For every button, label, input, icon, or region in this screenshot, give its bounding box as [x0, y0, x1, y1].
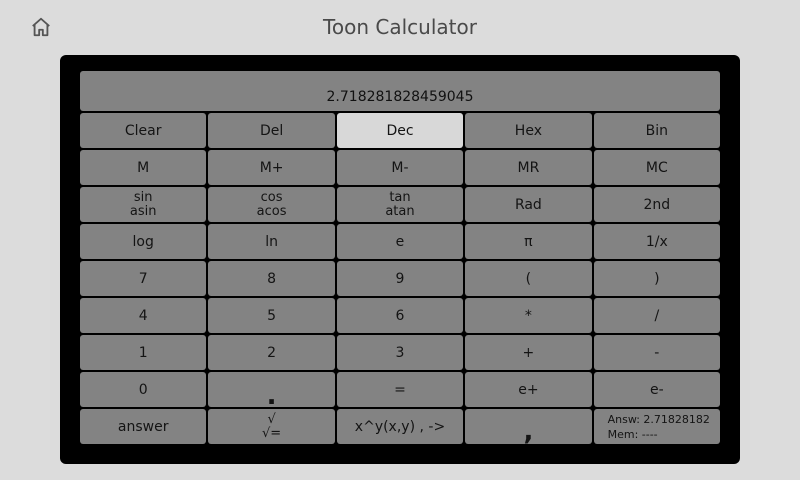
sin-label: sin	[133, 189, 153, 205]
equals-button[interactable]: =	[337, 372, 463, 407]
open-paren-button[interactable]: (	[465, 261, 591, 296]
exponent-plus-button[interactable]: e+	[465, 372, 591, 407]
atan-label: atan	[385, 203, 415, 219]
memory-text: Mem: ----	[607, 427, 658, 441]
log-button[interactable]: log	[80, 224, 206, 259]
plus-button[interactable]: +	[465, 335, 591, 370]
delete-button[interactable]: Del	[208, 113, 334, 148]
calculator-panel	[60, 55, 740, 464]
digit-7-button[interactable]: 7	[80, 261, 206, 296]
divide-button[interactable]: /	[594, 298, 720, 333]
ln-button[interactable]: ln	[208, 224, 334, 259]
radians-button[interactable]: Rad	[465, 187, 591, 222]
memory-add-button[interactable]: M+	[208, 150, 334, 185]
second-function-button[interactable]: 2nd	[594, 187, 720, 222]
hex-mode-button[interactable]: Hex	[465, 113, 591, 148]
sqrt-equals-label: √=	[262, 425, 282, 441]
cos-label: cos	[260, 189, 283, 205]
digit-3-button[interactable]: 3	[337, 335, 463, 370]
page-title: Toon Calculator	[323, 15, 477, 39]
memory-subtract-button[interactable]: M-	[337, 150, 463, 185]
digit-6-button[interactable]: 6	[337, 298, 463, 333]
comma-label: ,	[523, 416, 534, 444]
minus-button[interactable]: -	[594, 335, 720, 370]
tan-label: tan	[389, 189, 411, 205]
binary-mode-button[interactable]: Bin	[594, 113, 720, 148]
last-answer-text: Answ: 2.71828182	[607, 412, 710, 426]
memory-clear-button[interactable]: MC	[594, 150, 720, 185]
clear-button[interactable]: Clear	[80, 113, 206, 148]
reciprocal-button[interactable]: 1/x	[594, 224, 720, 259]
answer-button[interactable]: answer	[80, 409, 206, 444]
tan-button[interactable]	[337, 187, 463, 222]
digit-8-button[interactable]: 8	[208, 261, 334, 296]
acos-label: acos	[256, 203, 287, 219]
pi-button[interactable]: π	[465, 224, 591, 259]
digit-1-button[interactable]: 1	[80, 335, 206, 370]
sin-button[interactable]	[80, 187, 206, 222]
keypad	[80, 113, 720, 444]
digit-5-button[interactable]: 5	[208, 298, 334, 333]
asin-label: asin	[129, 203, 157, 219]
memory-recall-button[interactable]: MR	[465, 150, 591, 185]
multiply-button[interactable]: *	[465, 298, 591, 333]
power-button[interactable]: x^y(x,y) , ->	[337, 409, 463, 444]
digit-2-button[interactable]: 2	[208, 335, 334, 370]
decimal-point-label: .	[266, 380, 277, 407]
exponent-minus-button[interactable]: e-	[594, 372, 720, 407]
e-constant-button[interactable]: e	[337, 224, 463, 259]
sqrt-label: √	[267, 411, 276, 427]
memory-button[interactable]: M	[80, 150, 206, 185]
digit-0-button[interactable]: 0	[80, 372, 206, 407]
top-bar	[0, 0, 800, 55]
decimal-point-button[interactable]	[208, 372, 334, 407]
sqrt-button[interactable]	[208, 409, 334, 444]
cos-button[interactable]	[208, 187, 334, 222]
comma-button[interactable]	[465, 409, 591, 444]
answer-memory-info	[594, 409, 720, 444]
result-display: 2.718281828459045	[80, 71, 720, 111]
decimal-mode-button[interactable]: Dec	[337, 113, 463, 148]
digit-9-button[interactable]: 9	[337, 261, 463, 296]
close-paren-button[interactable]: )	[594, 261, 720, 296]
digit-4-button[interactable]: 4	[80, 298, 206, 333]
